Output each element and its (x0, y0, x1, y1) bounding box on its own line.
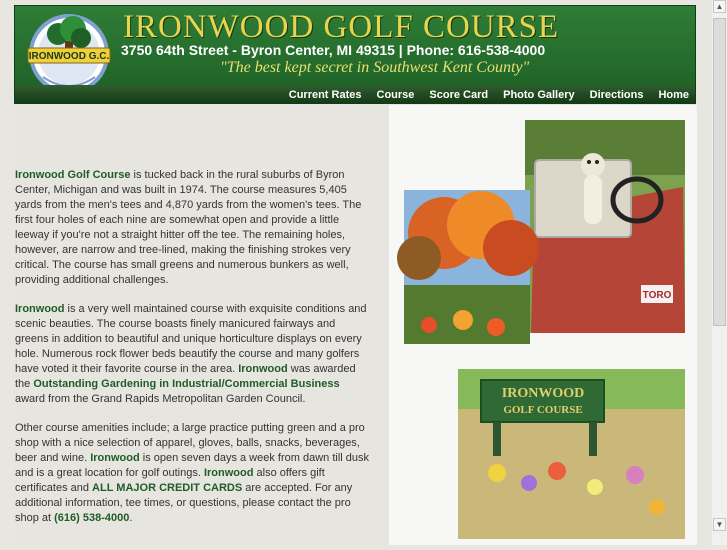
gift-body: also offers gift certificates and (15, 467, 325, 494)
award-intro: was awarded the (15, 363, 356, 390)
nav-photo-gallery[interactable]: Photo Gallery (503, 89, 575, 101)
tagline: "The best kept secret in Southwest Kent County" (220, 59, 530, 76)
nav-directions[interactable]: Directions (589, 89, 644, 101)
hours-body: is open seven days a week from dawn till dusk and is a great location for golf outings. (15, 452, 369, 479)
golf-course-sign-photo (458, 369, 685, 539)
cart-brand: TORO (642, 290, 672, 301)
amenities-paragraph (15, 421, 371, 526)
nav-current-rates[interactable]: Current Rates (288, 89, 362, 101)
contact-body: are accepted. For any additional information, tee times, or questions, please contact the pro shop at (15, 482, 353, 524)
maintenance-paragraph (15, 302, 371, 407)
sign-line-2: GOLF COURSE (503, 404, 583, 416)
address: 3750 64th Street - Byron Center, MI 49315 | Phone: 616-538-4000 (121, 42, 546, 58)
credit-cards: ALL MAJOR CREDIT CARDS (92, 482, 243, 494)
vertical-scrollbar[interactable] (712, 0, 727, 545)
course-name-2: Ironwood (15, 303, 65, 315)
main-nav (289, 89, 689, 101)
nav-score-card[interactable]: Score Card (429, 89, 489, 101)
contact-end: . (129, 512, 133, 524)
maintenance-body: is a very well maintained course with exquisite conditions and scenic beauties. The course boasts finely manicured fairways and greens in addition to beautiful and unique horticulture displays on every hole. Numerous rock flower beds beautify the course and many golfers have voted it their favorite course in the area. (15, 303, 367, 375)
course-photos (389, 105, 697, 545)
dog-cart-photo (525, 120, 685, 333)
scroll-thumb[interactable] (713, 18, 726, 326)
nav-home[interactable]: Home (658, 89, 689, 101)
photo-column (389, 105, 697, 545)
site-title: IRONWOOD GOLF COURSE (123, 9, 560, 45)
logo-text: IRONWOOD G.C. (28, 51, 110, 62)
award-source: award from the Grand Rapids Metropolitan Garden Council. (15, 393, 306, 405)
nav-bar (15, 85, 695, 103)
scroll-up-icon[interactable]: ▲ (713, 0, 726, 13)
main-content (14, 105, 697, 545)
description-text (15, 168, 371, 540)
sign-line-1: IRONWOOD (501, 386, 585, 401)
award-name: Outstanding Gardening in Industrial/Commercial Business (33, 378, 340, 390)
nav-course[interactable]: Course (376, 89, 415, 101)
course-name-4: Ironwood (90, 452, 140, 464)
autumn-trees-photo (397, 190, 539, 344)
course-name-5: Ironwood (203, 467, 254, 479)
course-name: Ironwood Golf Course (15, 169, 131, 181)
site-header (14, 5, 696, 104)
course-name-3: Ironwood (238, 363, 288, 375)
pro-shop-phone: (616) 538-4000 (54, 512, 130, 524)
intro-body: is tucked back in the rural suburbs of Byron Center, Michigan and was built in 1974. The course measures 5,405 yards from the men's tees and 4,870 yards from the women's tees. The first four holes of each nine are somewhat open and provide a little leeway if you're not a straight hitter off the tee. The remaining holes, however, are narrow and tree-lined, making the finishing strokes very critical. The course has small greens and numerous bunkers as well, providing additional challenges. (15, 169, 362, 286)
intro-paragraph (15, 168, 371, 288)
scroll-down-icon[interactable]: ▼ (713, 518, 726, 531)
amenities-body: Other course amenities include; a large practice putting green and a pro shop with a nice selection of apparel, gloves, balls, snacks, beverages, beer and wine. (15, 422, 365, 464)
